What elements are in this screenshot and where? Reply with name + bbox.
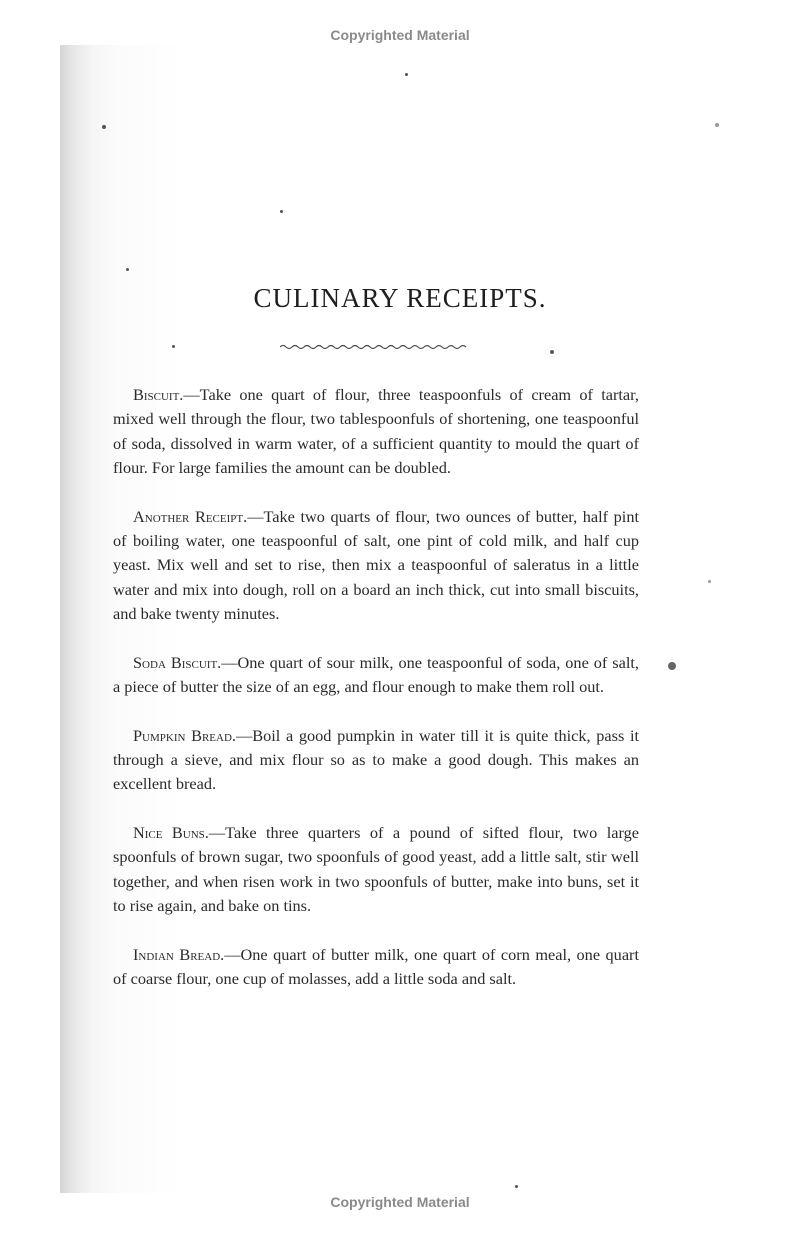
recipe-heading: Another Receipt. <box>133 506 248 526</box>
copyright-watermark-bottom: Copyrighted Material <box>330 1194 470 1210</box>
ink-speck <box>126 268 129 271</box>
recipe-heading: Soda Biscuit. <box>133 652 222 672</box>
copyright-watermark-top: Copyrighted Material <box>330 27 470 43</box>
recipe-pumpkin-bread <box>113 724 639 797</box>
ink-speck <box>715 123 719 127</box>
recipe-indian-bread <box>113 943 639 992</box>
ink-speck <box>515 1185 518 1188</box>
recipe-heading: Indian Bread. <box>133 944 225 964</box>
ink-speck <box>550 350 554 354</box>
recipe-list <box>113 383 639 1016</box>
recipe-heading: Nice Buns. <box>133 823 209 843</box>
recipe-another-receipt <box>113 505 639 626</box>
recipe-nice-buns <box>113 821 639 918</box>
ink-speck <box>405 73 408 76</box>
ink-speck <box>102 125 106 129</box>
recipe-body: —One quart of butter milk, one quart of corn meal, one quart of coarse flour, one cup of molasses, add a little soda and salt. <box>113 944 639 989</box>
page-title: CULINARY RECEIPTS. <box>253 283 547 313</box>
ink-speck <box>708 580 711 583</box>
ink-speck <box>280 210 283 213</box>
recipe-heading: Pumpkin Bread. <box>133 725 236 745</box>
recipe-body: —Take one quart of flour, three teaspoonfuls of cream of tartar, mixed well through the flour, two tablespoonfuls of shortening, one teaspoonful of soda, dissolved in warm water, of a sufficient quantity to mould the quart of flour. For large families the amount can be doubled. <box>113 385 639 477</box>
ink-speck <box>172 345 175 348</box>
decorative-wavy-rule <box>280 343 470 351</box>
recipe-biscuit <box>113 383 639 480</box>
recipe-body: —Take three quarters of a pound of sifted flour, two large spoonfuls of brown sugar, two spoonfuls of good yeast, add a little salt, stir well together, and when risen work in two spoonfuls of butter, make into buns, set it to rise again, and bake on tins. <box>113 823 640 916</box>
recipe-heading: Biscuit. <box>133 385 184 404</box>
recipe-body: —One quart of sour milk, one teaspoonful of soda, one of salt, a piece of butter the size of an egg, and flour enough to make them roll out. <box>113 652 639 696</box>
recipe-soda-biscuit <box>113 651 639 700</box>
recipe-body: —Boil a good pumpkin in water till it is quite thick, pass it through a sieve, and mix flour so as to make a good dough. This makes an excellent bread. <box>113 725 639 794</box>
ink-speck <box>668 662 676 670</box>
recipe-body: —Take two quarts of flour, two ounces of butter, half pint of boiling water, one teaspoonful of salt, one pint of cold milk, and half cup yeast. Mix well and set to rise, then mix a teaspoonful of saleratus in a little water and mix into dough, roll on a board an inch thick, cut into small biscuits, and bake twenty minutes. <box>113 506 639 623</box>
